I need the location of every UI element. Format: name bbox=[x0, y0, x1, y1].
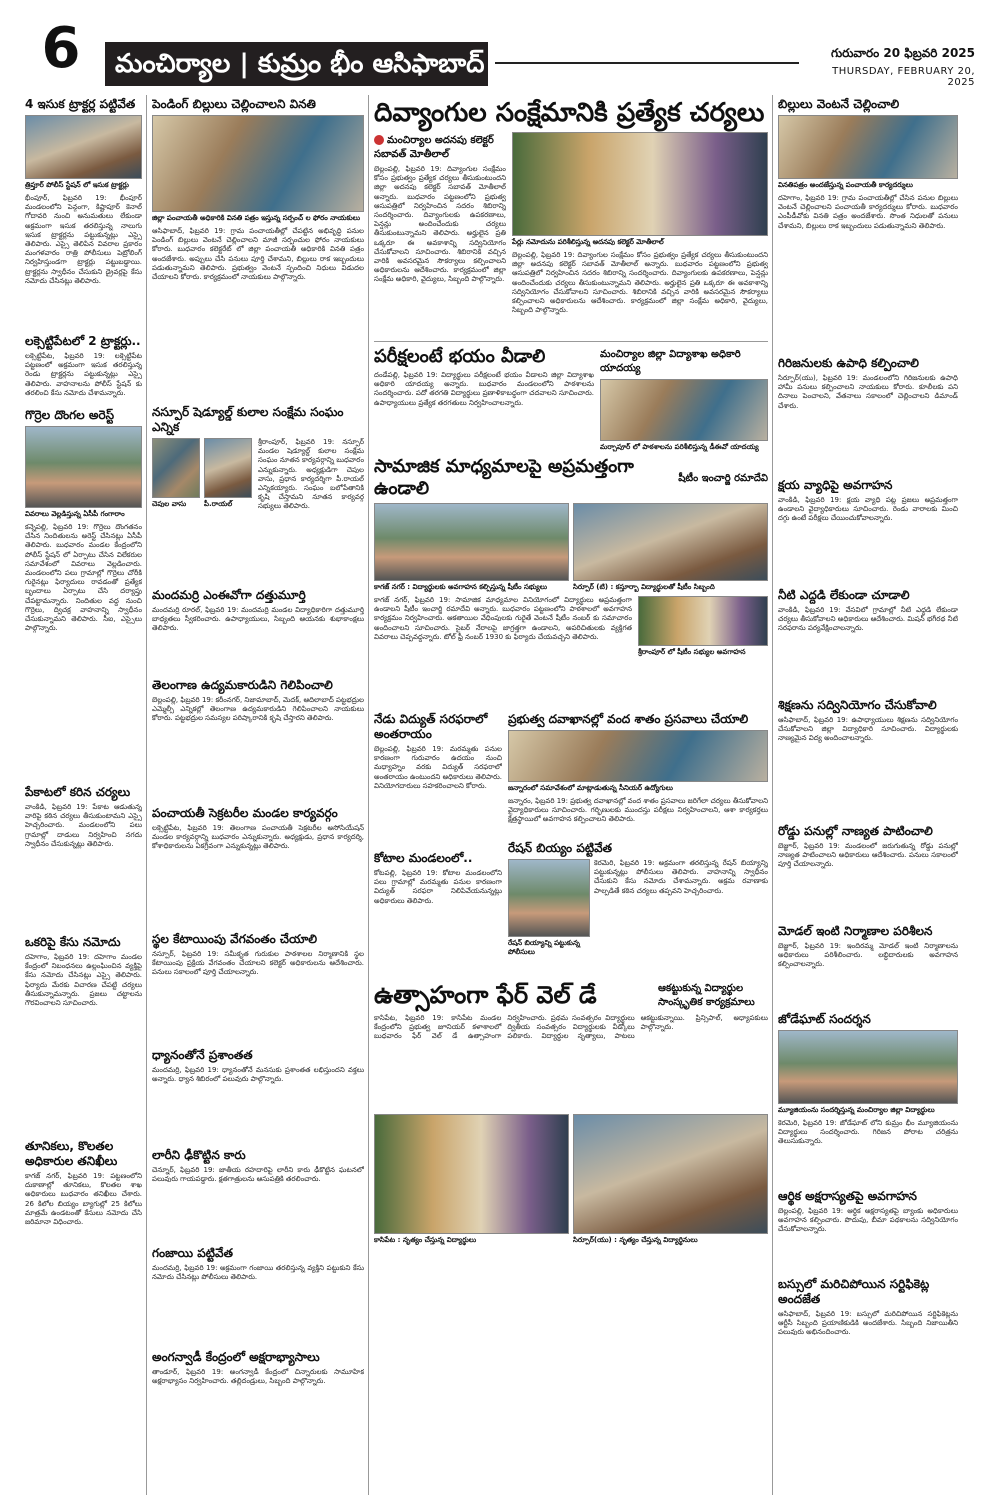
bullet-icon bbox=[374, 135, 384, 145]
column-4 bbox=[778, 97, 958, 1497]
district-title: మంచిర్యాల | కుమ్రం భీం ఆసిఫాబాద్ bbox=[105, 42, 488, 86]
news-photo bbox=[25, 426, 142, 508]
article-body: సిర్పూర్(యు), ఫిబ్రవరి 19: మండలంలోని గిరిజనులకు ఉపాధి హామీ పనులు కల్పించాలని నాయకులు కోరారు. కూలీలకు పని దినాలు పెంచాలని, వేతనాలు సకాలంలో చెల్లించాలని డిమాండ్ చేశారు. bbox=[778, 374, 958, 410]
headline: బస్సులో మరిచిపోయిన సర్టిఫికెట్ల అందజేత bbox=[778, 1277, 930, 1306]
news-photo bbox=[778, 115, 958, 179]
headline: నస్పూర్ షెడ్యూల్డ్ కులాల సంక్షేమ సంఘం ఎన్నిక bbox=[152, 405, 344, 434]
headline: ఆర్థిక అక్షరాస్యతపై అవగాహన bbox=[778, 1189, 917, 1203]
person-photo bbox=[204, 438, 252, 498]
photo-caption: కాగజ్ నగర్ : విద్యార్థులకు అవగాహన కల్పిస్తున్న షీటీం సభ్యులు bbox=[374, 583, 548, 591]
headline: పేకాటలో కరిన చర్యలు bbox=[25, 785, 131, 799]
headline: జోడేఘాట్ సందర్శన bbox=[778, 1012, 871, 1026]
photo-caption: కాసిపేట : నృత్యం చేస్తున్న విద్యార్థులు bbox=[374, 1236, 477, 1244]
news-photo bbox=[600, 379, 768, 441]
headline: గిరిజనులకు ఉపాధి కల్పించాలి bbox=[778, 356, 919, 370]
page-header bbox=[0, 0, 981, 95]
article-body: మందమర్రి రూరల్, ఫిబ్రవరి 19: మందమర్రి మండల విద్యాధికారిగా దత్తుమూర్తి బాధ్యతలు స్వీకరించారు. ఉపాధ్యాయులు, సిబ్బంది ఆయనకు శుభాకాంక్షలు తెలిపారు. bbox=[152, 606, 364, 633]
news-photo bbox=[508, 859, 590, 937]
headline: రేషన్ బియ్యం పట్టివేత bbox=[508, 841, 612, 855]
byline: ఆకట్టుకున్న విద్యార్థుల సాంస్కృతిక కార్యక్రమాలు bbox=[658, 983, 755, 1008]
photo-caption: పీ.రాయల్ bbox=[204, 500, 233, 508]
headline: పెండింగ్ బిల్లులు చెల్లించాలని వినతి bbox=[152, 97, 316, 111]
article-body: బెల్లంపల్లి, ఫిబ్రవరి 19: దివ్యాంగుల సంక్షేమం కోసం ప్రభుత్వం ప్రత్యేక చర్యలు తీసుకుంటుందని జిల్లా అదనపు కలెక్టర్ సబావత్ మోతీలాల్ అన్నారు. బుధవారం పట్టణంలోని ప్రభుత్వ ఆసుపత్రిలో నిర్వహించిన సదరం శిబిరాన్ని సందర్శించారు. దివ్యాంగులకు ఉపకరణాలు, పెన్షన్లు అందించేందుకు చర్యలు తీసుకుంటున్నామని తెలిపారు. అర్హులైన ప్రతి ఒక్కరూ ఈ అవకాశాన్ని సద్వినియోగం చేసుకోవాలని సూచించారు. శిబిరానికి వచ్చిన వారికి అవసరమైన సౌకర్యాలు కల్పించాలని అధికారులను ఆదేశించారు. కార్యక్రమంలో జిల్లా సంక్షేమ అధికారి, వైద్యులు, సిబ్బంది పాల్గొన్నారు. bbox=[512, 251, 768, 315]
article-body: దహెగాం, ఫిబ్రవరి 19: గ్రామ పంచాయతీల్లో చేసిన పనుల బిల్లులు వెంటనే చెల్లించాలని పంచాయతీ కార్యదర్శులు కోరారు. బుధవారం ఎంపీడీవోకు వినతి పత్రం అందజేశారు. సొంత నిధులతో పనులు చేశామని, బిల్లులు రాక ఇబ్బందులు పడుతున్నామని తెలిపారు. bbox=[778, 194, 958, 230]
headline: 4 ఇసుక ట్రాక్టర్ల పట్టివేత bbox=[25, 97, 136, 111]
headline: నేడు విద్యుత్ సరఫరాలో అంతరాయం bbox=[374, 712, 488, 741]
news-photo bbox=[638, 596, 768, 646]
article-body: నస్పూర్, ఫిబ్రవరి 19: సమీకృత గురుకుల పాఠశాలల నిర్మాణానికి స్థల కేటాయింపు ప్రక్రియ వేగవంతం చేయాలని కలెక్టర్ అధికారులను ఆదేశించారు. పనులు సకాలంలో పూర్తి చేయాలన్నారు. bbox=[152, 950, 364, 977]
article-body: ఆసిఫాబాద్, ఫిబ్రవరి 19: గ్రామ పంచాయతీల్లో చేపట్టిన అభివృద్ధి పనుల పెండింగ్ బిల్లులు వెంటనే చెల్లించాలని మాజీ సర్పంచుల ఫోరం నాయకులు కోరారు. బుధవారం కలెక్టరేట్ లో జిల్లా పంచాయతీ అధికారికి వినతి పత్రం అందజేశారు. అప్పులు చేసి పనులు పూర్తి చేశామని, బిల్లులు రాక ఇబ్బందులు పడుతున్నామని తెలిపారు. ప్రభుత్వం వెంటనే స్పందించి నిధులు విడుదల చేయాలని కోరారు. కార్యక్రమంలో నాయకులు పాల్గొన్నారు. bbox=[152, 227, 364, 282]
article-body: దహెగాం, ఫిబ్రవరి 19: దహెగాం మండల కేంద్రంలో నిబంధనలు ఉల్లంఘించిన వ్యక్తిపై కేసు నమోదు చేసినట్లు ఎస్సై తెలిపారు. ఫిర్యాదు మేరకు విచారణ చేపట్టి చర్యలు తీసుకున్నామన్నారు. ప్రజలు చట్టాలను గౌరవించాలని సూచించారు. bbox=[25, 953, 142, 1008]
photo-caption: రేషన్ బియ్యాన్ని పట్టుకున్న పోలీసులు bbox=[508, 939, 580, 956]
date-telugu: గురువారం 20 ఫిబ్రవరి 2025 bbox=[830, 46, 975, 60]
photo-caption: వివరాలు వెల్లడిస్తున్న ఏసీపీ గంగారాం bbox=[25, 510, 125, 518]
article-body: దండేపల్లి, ఫిబ్రవరి 19: విద్యార్థులు పరీక్షలంటే భయం వీడాలని జిల్లా విద్యాశాఖ అధికారి యాదయ్య అన్నారు. బుధవారం మండలంలోని పాఠశాలను సందర్శించారు. పదో తరగతి విద్యార్థులు ప్రణాళికాబద్ధంగా చదవాలని సూచించారు. ఉపాధ్యాయులు ప్రత్యేక తరగతులు నిర్వహించాలన్నారు. bbox=[374, 371, 594, 407]
photo-caption: జిల్లా పంచాయతీ అధికారికి వినతి పత్రం ఇస్తున్న సర్పంచ్ ల ఫోరం నాయకులు bbox=[152, 214, 360, 222]
article-body: బెల్లంపల్లి, ఫిబ్రవరి 19: ఆర్థిక అక్షరాస్యతపై బ్యాంకు అధికారులు అవగాహన కల్పించారు. పొదుపు, బీమా పథకాలను సద్వినియోగం చేసుకోవాలన్నారు. bbox=[778, 1207, 958, 1234]
article-body: బెజ్జూర్, ఫిబ్రవరి 19: ఇందిరమ్మ మోడల్ ఇంటి నిర్మాణాలను అధికారులు పరిశీలించారు. లబ్ధిదారులకు అవగాహన కల్పించాలన్నారు. bbox=[778, 942, 958, 969]
news-photo bbox=[152, 115, 364, 212]
article-body: భీంపూర్, ఫిబ్రవరి 19: భీంపూర్ మండలంలోని పెన్గంగా, కిష్టాపూర్ కెనాల్ గోదావరి నుంచి అనుమతులు లేకుండా అక్రమంగా ఇసుక తరలిస్తున్న నాలుగు ఇసుక ట్రాక్టర్లను పట్టుకున్నట్లు ఎస్సై తెలిపారు. ఎస్సై తెలిపిన వివరాల ప్రకారం మంగళవారం రాత్రి పోలీసులు పెట్రోలింగ్ నిర్వహిస్తుండగా ట్రాక్టర్లు పట్టుబడ్డాయి. ట్రాక్టర్లను స్వాధీనం చేసుకుని డ్రైవర్లపై కేసు నమోదు చేసినట్లు తెలిపారు. bbox=[25, 194, 142, 285]
article-body: బెల్లంపల్లి, ఫిబ్రవరి 19: దివ్యాంగుల సంక్షేమం కోసం ప్రభుత్వం ప్రత్యేక చర్యలు తీసుకుంటుందని జిల్లా అదనపు కలెక్టర్ సబావత్ మోతీలాల్ అన్నారు. బుధవారం పట్టణంలోని ప్రభుత్వ ఆసుపత్రిలో నిర్వహించిన సదరం శిబిరాన్ని సందర్శించారు. దివ్యాంగులకు ఉపకరణాలు, పెన్షన్లు అందించేందుకు చర్యలు తీసుకుంటున్నామని తెలిపారు. అర్హులైన ప్రతి ఒక్కరూ ఈ అవకాశాన్ని సద్వినియోగం చేసుకోవాలని సూచించారు. శిబిరానికి వచ్చిన వారికి అవసరమైన సౌకర్యాలు కల్పించాలని అధికారులను ఆదేశించారు. కార్యక్రమంలో జిల్లా సంక్షేమ అధికారి, వైద్యులు, సిబ్బంది పాల్గొన్నారు. bbox=[374, 165, 506, 284]
byline: మంచిర్యాల జిల్లా విద్యాశాఖ అధికారి యాదయ్య bbox=[600, 349, 741, 374]
article-body: జన్నారం, ఫిబ్రవరి 19: ప్రభుత్వ దవాఖానల్లో వంద శాతం ప్రసవాలు జరిగేలా చర్యలు తీసుకోవాలని వైద్యాధికారులు సూచించారు. గర్భిణులకు ముందస్తు పరీక్షలు నిర్వహించాలని, ఆశా కార్యకర్తలు క్షేత్రస్థాయిలో అవగాహన కల్పించాలని తెలిపారు. bbox=[508, 797, 768, 824]
date-box bbox=[805, 46, 975, 88]
article-body: బెల్లంపల్లి, ఫిబ్రవరి 19: మరమ్మతు పనుల కారణంగా గురువారం ఉదయం నుంచి మధ్యాహ్నం వరకు విద్యుత్ సరఫరాలో అంతరాయం ఉంటుందని అధికారులు తెలిపారు. వినియోగదారులు సహకరించాలని కోరారు. bbox=[374, 745, 502, 790]
news-photo bbox=[573, 1114, 768, 1234]
headline: నీటి ఎద్దడి లేకుండా చూడాలి bbox=[778, 588, 910, 602]
article-body: లక్సెట్టిపేట, ఫిబ్రవరి 19: లక్సెట్టిపేట పట్టణంలో అక్రమంగా ఇసుక తరలిస్తున్న రెండు ట్రాక్టర్లను పట్టుకున్నట్లు ఎస్సై తెలిపారు. వాహనాలను పోలీస్ స్టేషన్ కు తరలించి కేసు నమోదు చేశామన్నారు. bbox=[25, 352, 142, 397]
article-body: వాంకిడి, ఫిబ్రవరి 19: వేసవిలో గ్రామాల్లో నీటి ఎద్దడి లేకుండా చర్యలు తీసుకోవాలని అధికారులు ఆదేశించారు. మిషన్ భగీరథ నీటి సరఫరాను పర్యవేక్షించాలన్నారు. bbox=[778, 606, 958, 633]
photo-caption: జన్నారంలో సమావేశంలో మాట్లాడుతున్న సీనియర్ ఉద్యోగులు bbox=[508, 784, 673, 792]
headline: గంజాయి పట్టివేత bbox=[152, 1246, 233, 1260]
headline: కోటాల మండలంలో.. bbox=[374, 851, 473, 865]
article-body: ఆసిఫాబాద్, ఫిబ్రవరి 19: ఉపాధ్యాయులు శిక్షణను సద్వినియోగం చేసుకోవాలని జిల్లా విద్యాధికారి సూచించారు. విద్యార్థులకు నాణ్యమైన విద్య అందించాలన్నారు. bbox=[778, 716, 958, 743]
byline: మంచిర్యాల అదనపు కలెక్టర్ సబావత్ మోతీలాల్ bbox=[374, 135, 494, 160]
headline: లక్సెట్టిపేటలో 2 ట్రాక్టర్లు.. bbox=[25, 334, 141, 348]
photo-caption: పేర్లు నమోదును పరిశీలిస్తున్న అదనపు కలెక్టర్ మోతీలాల్ bbox=[512, 238, 664, 246]
photo-caption: మర్చాపూర్ లో పాఠశాలను పరిశీలిస్తున్న డీఈవో యాదయ్య bbox=[600, 443, 759, 451]
column-2 bbox=[152, 97, 364, 1497]
column-divider bbox=[368, 95, 369, 1495]
person-photo bbox=[152, 438, 200, 498]
lead-headline: దివ్యాంగుల సంక్షేమానికి ప్రత్యేక చర్యలు bbox=[374, 98, 765, 128]
photo-caption: చెపుల వాసు bbox=[152, 500, 187, 508]
article-body: కోటపల్లి, ఫిబ్రవరి 19: కోటాల మండలంలోని పలు గ్రామాల్లో మరమ్మతు పనుల కారణంగా విద్యుత్ సరఫరా నిలిపివేయనున్నట్లు అధికారులు తెలిపారు. bbox=[374, 869, 502, 905]
news-photo bbox=[25, 115, 142, 179]
headline: మోడల్ ఇంటి నిర్మాణాల పరిశీలన bbox=[778, 924, 933, 938]
headline: రోడ్డు పనుల్లో నాణ్యత పాటించాలి bbox=[778, 824, 933, 838]
headline: తూనికలు, కొలతల అధికారుల తనిఖీలు bbox=[25, 1139, 118, 1168]
article-body: కన్నెపల్లి, ఫిబ్రవరి 19: గొర్రెలు దొంగతనం చేసిన నిందితులను అరెస్ట్ చేసినట్లు ఏసీపీ తెలిపారు. బుధవారం మండల కేంద్రంలోని పోలీస్ స్టేషన్ లో ఏర్పాటు చేసిన విలేకరుల సమావేశంలో వివరాలు వెల్లడించారు. మండలంలోని పలు గ్రామాల్లో గొర్రెలు చోరీకి గురైనట్లు ఫిర్యాదులు రావడంతో ప్రత్యేక బృందాలు ఏర్పాటు చేసి దర్యాప్తు చేపట్టామన్నారు. నిందితుల వద్ద నుంచి గొర్రెలు, ద్విచక్ర వాహనాన్ని స్వాధీనం చేసుకున్నామని తెలిపారు. సీఐ, ఎస్సైలు పాల్గొన్నారు. bbox=[25, 523, 142, 633]
headline: ప్రభుత్వ దవాఖానల్లో వంద శాతం ప్రసవాలు చేయాలి bbox=[508, 712, 749, 726]
article-body: కాగజ్ నగర్, ఫిబ్రవరి 19: పట్టణంలోని దుకాణాల్లో తూనికలు, కొలతల శాఖ అధికారులు బుధవారం తనిఖీలు చేశారు. 26 కిలోల బియ్యం బ్యాగుల్లో 25 కిలోలు మాత్రమే ఉండటంతో కేసులు నమోదు చేసి జరిమానా విధించారు. bbox=[25, 1172, 142, 1227]
headline: తెలంగాణ ఉద్యమకారుడిని గెలిపించాలి bbox=[152, 678, 333, 692]
article-body: వాంకిడి, ఫిబ్రవరి 19: క్షయ వ్యాధి పట్ల ప్రజలు అప్రమత్తంగా ఉండాలని వైద్యాధికారులు సూచించారు. రెండు వారాలకు మించి దగ్గు ఉంటే పరీక్షలు చేయించుకోవాలన్నారు. bbox=[778, 496, 958, 523]
photo-caption: సిర్పూర్ (టి) : కస్తూర్బా విద్యార్థులతో షీటీం సిబ్బంది bbox=[573, 583, 715, 591]
headline: గొర్రెల దొంగల అరెస్ట్ bbox=[25, 408, 114, 422]
byline: షీటీం ఇంచార్జి రమాదేవి bbox=[678, 473, 768, 484]
article-body: కాగజ్ నగర్, ఫిబ్రవరి 19: సామాజిక మాధ్యమాల వినియోగంలో విద్యార్థులు అప్రమత్తంగా ఉండాలని షీటీం ఇంచార్జి రమాదేవి అన్నారు. బుధవారం పట్టణంలోని పాఠశాలలో అవగాహన కార్యక్రమం నిర్వహించారు. ఆకతాయిల వేధింపులకు గురైతే వెంటనే షీటీం నంబర్ కు సమాచారం అందించాలని సూచించారు. సైబర్ నేరాలపై జాగ్రత్తగా ఉండాలని, అపరిచితులకు వ్యక్తిగత వివరాలు చెప్పవద్దన్నారు. టోల్ ఫ్రీ నంబర్ 1930 కు ఫిర్యాదు చేయవచ్చని తెలిపారు. bbox=[374, 596, 632, 641]
headline: శిక్షణను సద్వినియోగం చేసుకోవాలి bbox=[778, 698, 937, 712]
photo-caption: సిర్పూర్(యు) : నృత్యం చేస్తున్న విద్యార్థినులు bbox=[573, 1236, 698, 1244]
date-english: THURSDAY, FEBRUARY 20, 2025 bbox=[832, 66, 975, 88]
headline: ఒకరిపై కేసు నమోదు bbox=[25, 935, 121, 949]
article-body: శ్రీరాంపూర్, ఫిబ్రవరి 19: నస్పూర్ మండల షెడ్యూల్డ్ కులాల సంక్షేమ సంఘం నూతన కార్యవర్గాన్ని బుధవారం ఎన్నుకున్నారు. అధ్యక్షుడిగా చెపుల వాసు, ప్రధాన కార్యదర్శిగా పీ.రాయల్ ఎన్నికయ్యారు. సంఘం బలోపేతానికి కృషి చేస్తామని నూతన కార్యవర్గ సభ్యులు తెలిపారు. bbox=[258, 438, 364, 511]
news-photo bbox=[573, 503, 768, 581]
headline: ధ్యానంతోనే ప్రశాంతత bbox=[152, 1048, 253, 1062]
article-body: మందమర్రి, ఫిబ్రవరి 19: ధ్యానంతోనే మనసుకు ప్రశాంతత లభిస్తుందని వక్తలు అన్నారు. ధ్యాన శిబిరంలో పలువురు పాల్గొన్నారు. bbox=[152, 1066, 364, 1084]
headline: ఉత్సాహంగా ఫేర్ వెల్ డే bbox=[374, 981, 597, 1009]
page-number: 6 bbox=[41, 16, 81, 81]
column-1 bbox=[25, 97, 142, 1497]
photo-caption: త్రిప్తూర్ పోలీస్ స్టేషన్ లో ఇసుక ట్రాక్టర్లు bbox=[25, 181, 129, 189]
center-section bbox=[374, 97, 768, 1497]
article-body: కెరమెరి, ఫిబ్రవరి 19: జోడేఘాట్ లోని కుమ్రం భీం మ్యూజియంను విద్యార్థులు సందర్శించారు. గిరిజన పోరాట చరిత్రను తెలుసుకున్నారు. bbox=[778, 1119, 958, 1146]
article-body: తాండూర్, ఫిబ్రవరి 19: అంగన్వాడీ కేంద్రంలో చిన్నారులకు సామూహిక అక్షరాభ్యాసం నిర్వహించారు. తల్లిదండ్రులు, సిబ్బంది పాల్గొన్నారు. bbox=[152, 1368, 364, 1386]
headline: స్థల కేటాయింపు వేగవంతం చేయాలి bbox=[152, 932, 318, 946]
article-body: లక్సెట్టిపేట, ఫిబ్రవరి 19: తెలంగాణ పంచాయతీ సెక్రటరీల అసోసియేషన్ మండల కార్యవర్గాన్ని బుధవారం ఎన్నుకున్నారు. అధ్యక్షుడు, ప్రధాన కార్యదర్శి, కోశాధికారులను ఏకగ్రీవంగా ఎన్నుకున్నట్లు తెలిపారు. bbox=[152, 824, 364, 851]
article-body: కాసిపేట, ఫిబ్రవరి 19: కాసిపేట మండల కేంద్రంలోని ప్రభుత్వ జూనియర్ కళాశాలలో బుధవారం ఫేర్ వెల్ డే ఉత్సాహంగా నిర్వహించారు. ప్రథమ సంవత్సరం విద్యార్థులు ద్వితీయ సంవత్సరం విద్యార్థులకు వీడ్కోలు పలికారు. విద్యార్థుల నృత్యాలు, పాటలు ఆకట్టుకున్నాయి. ప్రిన్సిపాల్, అధ్యాపకులు పాల్గొన్నారు. bbox=[374, 1014, 768, 1041]
photo-caption: వినతిపత్రం అందజేస్తున్న పంచాయతీ కార్యదర్శులు bbox=[778, 181, 913, 189]
headline: లారీని ఢీకొట్టిన కారు bbox=[152, 1148, 246, 1162]
news-photo bbox=[778, 1030, 958, 1104]
headline: పరీక్షలంటే భయం వీడాలి bbox=[374, 346, 546, 367]
article-body: వాంకిడి, ఫిబ్రవరి 19: పేకాట ఆడుతున్న వారిపై కఠిన చర్యలు తీసుకుంటామని ఎస్సై హెచ్చరించారు. మండలంలోని పలు గ్రామాల్లో దాడులు నిర్వహించి నగదు స్వాధీనం చేసుకున్నట్లు తెలిపారు. bbox=[25, 803, 142, 848]
column-divider bbox=[146, 95, 147, 1495]
headline: బిల్లులు వెంటనే చెల్లించాలి bbox=[778, 97, 900, 111]
photo-caption: శ్రీరాంపూర్ లో షీటీం సభ్యుల అవగాహన bbox=[638, 648, 746, 656]
article-body: ఆసిఫాబాద్, ఫిబ్రవరి 19: బస్సులో మరిచిపోయిన సర్టిఫికెట్లను ఆర్టీసీ సిబ్బంది ప్రయాణికుడికి అందజేశారు. సిబ్బంది నిజాయితీని పలువురు అభినందించారు. bbox=[778, 1310, 958, 1337]
divider bbox=[374, 341, 768, 342]
news-photo bbox=[374, 503, 569, 581]
article-body: చెన్నూర్, ఫిబ్రవరి 19: జాతీయ రహదారిపై లారీని కారు ఢీకొట్టిన ఘటనలో పలువురు గాయపడ్డారు. క్షతగాత్రులను ఆసుపత్రికి తరలించారు. bbox=[152, 1166, 364, 1184]
news-photo bbox=[508, 730, 768, 782]
column-divider bbox=[772, 95, 773, 1495]
headline: సామాజిక మాధ్యమాలపై అప్రమత్తంగా ఉండాలి bbox=[374, 456, 634, 499]
headline: పంచాయతీ సెక్రటరీల మండల కార్యవర్గం bbox=[152, 806, 338, 820]
headline: అంగన్వాడీ కేంద్రంలో అక్షరాభ్యాసాలు bbox=[152, 1350, 320, 1364]
article-body: మందమర్రి, ఫిబ్రవరి 19: అక్రమంగా గంజాయి తరలిస్తున్న వ్యక్తిని పట్టుకుని కేసు నమోదు చేసినట్లు పోలీసులు తెలిపారు. bbox=[152, 1264, 364, 1282]
headline: మందమర్రి ఎంఈవోగా దత్తుమూర్తి bbox=[152, 588, 306, 602]
article-body: కెరమెరి, ఫిబ్రవరి 19: అక్రమంగా తరలిస్తున్న రేషన్ బియ్యాన్ని పట్టుకున్నట్లు పోలీసులు తెలిపారు. వాహనాన్ని స్వాధీనం చేసుకుని కేసు నమోదు చేశామన్నారు. అక్రమ రవాణాకు పాల్పడితే కఠిన చర్యలు తప్పవని హెచ్చరించారు. bbox=[594, 859, 768, 895]
headline: క్షయ వ్యాధిపై అవగాహన bbox=[778, 478, 893, 492]
header-rule bbox=[495, 62, 799, 64]
article-body: బెల్లంపల్లి, ఫిబ్రవరి 19: కరీంనగర్, నిజామాబాద్, మెదక్, ఆదిలాబాద్ పట్టభద్రుల ఎమ్మెల్సీ ఎన్నికల్లో తెలంగాణ ఉద్యమకారుడిని గెలిపించాలని నాయకులు కోరారు. పట్టభద్రుల సమస్యల పరిష్కారానికి కృషి చేస్తారని తెలిపారు. bbox=[152, 696, 364, 723]
news-photo bbox=[374, 1114, 569, 1234]
article-body: బెజ్జూర్, ఫిబ్రవరి 19: మండలంలో జరుగుతున్న రోడ్డు పనుల్లో నాణ్యత పాటించాలని అధికారులు ఆదేశించారు. పనులు సకాలంలో పూర్తి చేయాలన్నారు. bbox=[778, 842, 958, 869]
photo-caption: మ్యూజియంను సందర్శిస్తున్న మంచిర్యాల జిల్లా విద్యార్థులు bbox=[778, 1106, 935, 1114]
lead-photo bbox=[512, 132, 768, 236]
